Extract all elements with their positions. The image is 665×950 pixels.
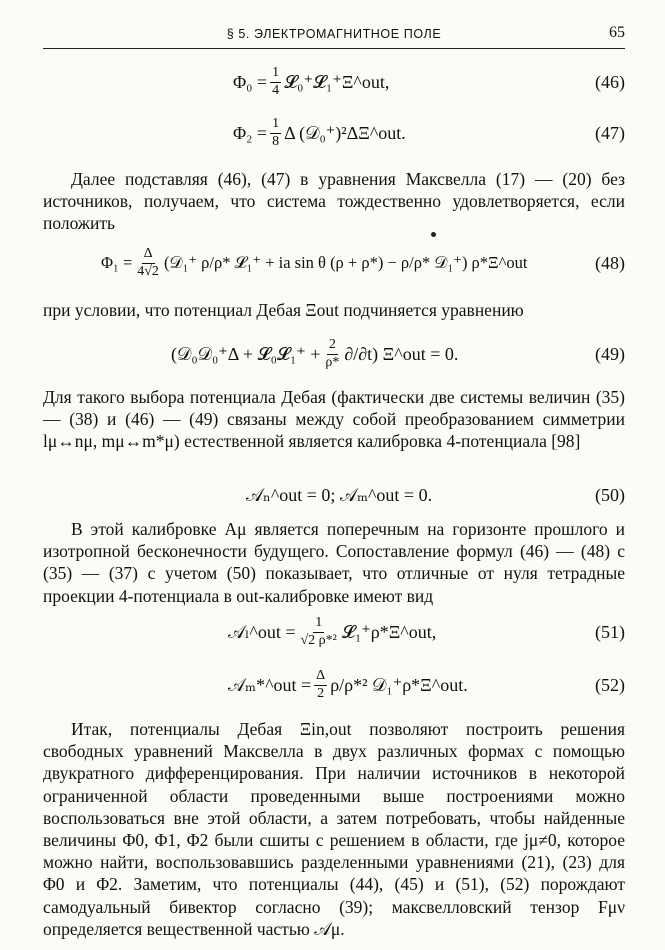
eq47-rhs: Δ (𝒟₀⁺)²ΔΞ^out. <box>284 123 406 143</box>
eq46-rhs: 𝓛₀⁺𝓛₁⁺Ξ^out, <box>284 72 390 92</box>
equation-52 <box>43 665 625 705</box>
eq51-lhs: 𝒜ₗ^out = <box>228 622 296 642</box>
eq47-lhs: Φ₂ = <box>233 123 268 143</box>
equation-46 <box>43 64 625 100</box>
paragraph-2: при условии, что потенциал Дебая Ξout подчиняется уравнению <box>43 300 524 320</box>
equation-47 <box>43 115 625 151</box>
eq46-number: (46) <box>595 72 625 92</box>
eq48-fraction: $\frac{\Delta}{4√2}$ <box>137 246 159 279</box>
eq52-number: (52) <box>595 675 625 695</box>
paragraph-4: В этой калибровке Aμ является поперечным на горизонте прошлого и изотропной бесконечности будущего. Сопоставление формул (46) — (48) с (35) — (37) с учетом (50) показывает, что отличные от нуля тетрадные проекции 4-потенциала в out-калибровке имеют вид <box>43 519 625 606</box>
eq48-lhs: Φ₁ = <box>101 252 133 272</box>
eq52-fraction: $\frac{\Delta}{2}$ <box>316 668 326 701</box>
eq52-lhs: 𝒜ₘ*^out = <box>228 675 312 695</box>
equation-49 <box>43 334 625 374</box>
eq46-fraction: $\frac{1}{4}$ <box>272 65 280 98</box>
eq51-rhs: 𝓛₁⁺ρ*Ξ^out, <box>341 622 437 642</box>
equation-51 <box>43 612 625 652</box>
eq47-fraction: $\frac{1}{8}$ <box>272 116 280 149</box>
eq49-rhs: ∂/∂t) Ξ^out = 0. <box>344 344 459 364</box>
paragraph-3: Для такого выбора потенциала Дебая (фактически две системы величин (35) — (38) и (46) — (49) связаны между собой преобразованием симметрии lμ↔nμ, mμ↔m*μ) естественной является калибровка 4-потенциала [98] <box>43 387 625 452</box>
section-title: § 5. ЭЛЕКТРОМАГНИТНОЕ ПОЛЕ <box>226 27 442 41</box>
eq49-lhs: (𝒟₀𝒟₀⁺Δ + 𝓛₀𝓛₁⁺ + <box>171 344 321 364</box>
eq50-number: (50) <box>595 485 625 505</box>
eq48-number: (48) <box>595 253 625 273</box>
page-number: 65 <box>609 24 625 41</box>
eq49-number: (49) <box>595 344 625 364</box>
eq50-body: 𝒜ₙ^out = 0; 𝒜ₘ^out = 0. <box>246 485 433 505</box>
eq51-fraction: $\frac{1}{\text{√2 ρ*²}}$ <box>300 615 337 648</box>
eq49-fraction: $\frac{2}{\rho*}$ <box>325 337 340 370</box>
equation-48 <box>43 243 625 283</box>
eq46-lhs: Φ₀ = <box>233 72 268 92</box>
equation-50 <box>43 481 625 509</box>
ink-dot <box>431 232 436 237</box>
paragraph-1: Далее подставляя (46), (47) в уравнения Максвелла (17) — (20) без источников, получаем, что система тождественно удовлетворяется, если положить <box>43 169 625 234</box>
eq48-rhs: (𝒟₁⁺ ρ/ρ* 𝓛₁⁺ + ia sin θ (ρ + ρ*) − ρ/ρ* 𝒟₁⁺) ρ*Ξ^out <box>163 252 528 272</box>
running-header <box>43 24 625 49</box>
eq51-number: (51) <box>595 622 625 642</box>
paragraph-5: Итак, потенциалы Дебая Ξin,out позволяют построить решения свободных уравнений Максвелла в двух различных формах с помощью двукратного дифференцирования. При наличии источников в некоторой ограниченной области проведенными выше построениями можно воспользоваться вне этой области, а затем потребовать, чтобы найденные величины Φ0, Φ1, Φ2 были сшиты с решением в области, где jμ≠0, которое можно найти, воспользовавшись разделенными уравнениями (21), (23) для Φ0 и Φ2. Заметим, что потенциалы (44), (45) и (51), (52) порождают самодуальный бивектор согласно (39); максвелловский тензор Fμν определяется вещественной частью 𝒜μ. <box>43 719 625 939</box>
eq52-rhs: ρ/ρ*² 𝒟₁⁺ρ*Ξ^out. <box>330 675 468 695</box>
eq47-number: (47) <box>595 123 625 143</box>
